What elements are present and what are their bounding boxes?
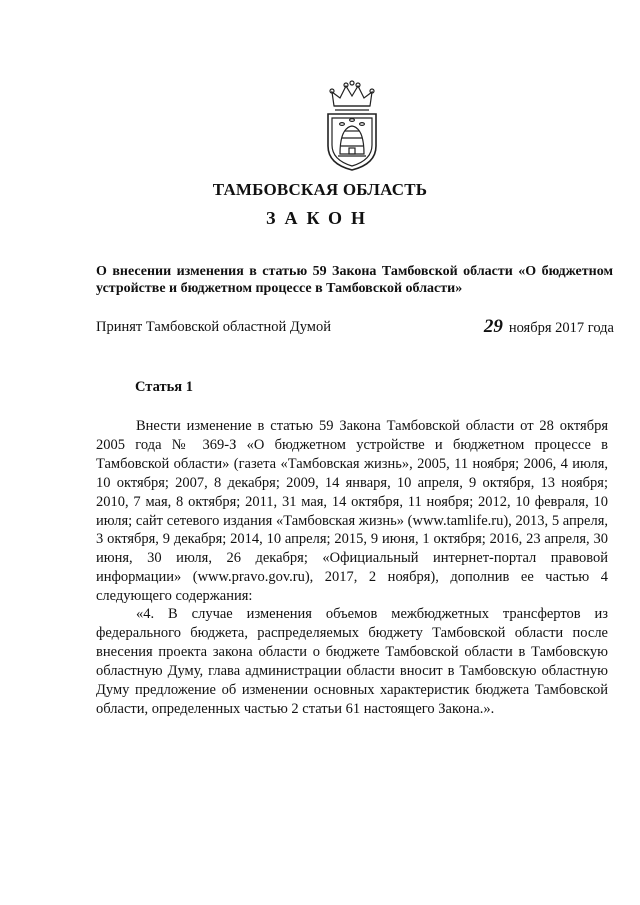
law-title: О внесении изменения в статью 59 Закона Тамбовской области «О бюджетном устройстве и бюджетном процессе в Тамбовской области» xyxy=(96,264,613,296)
coat-of-arms-emblem xyxy=(320,80,384,172)
adopted-by: Принят Тамбовской областной Думой xyxy=(96,319,331,335)
adoption-day-handwritten: 29 xyxy=(483,316,503,337)
region-heading: ТАМБОВСКАЯ ОБЛАСТЬ xyxy=(212,180,428,199)
adoption-date xyxy=(484,318,614,337)
article-heading: Статья 1 xyxy=(135,379,193,395)
article-paragraph: «4. В случае изменения объемов межбюджетных трансфертов из федерального бюджета, распределяемых бюджету Тамбовской области после внесения проекта закона области о бюджете Тамбовской области в Тамбовскую областную Думу, глава администрации области вносит в Тамбовскую областную Думу предложение об изменении основных характеристик бюджета Тамбовской области, определенных частью 2 статьи 61 настоящего Закона.». xyxy=(96,606,608,717)
article-paragraph: Внести изменение в статью 59 Закона Тамбовской области от 28 октября 2005 года № 369-З «О бюджетном устройстве и бюджетном процессе в Тамбовской области» (газета «Тамбовская жизнь», 2005, 11 ноября; 2006, 4 июля, 10 октября; 2007, 8 декабря; 2009, 14 января, 10 апреля, 9 октября, 13 ноября; 2010, 7 мая, 8 октября; 2011, 31 мая, 14 октября, 11 ноября; 2012, 10 февраля, 10 июля; сайт сетевого издания «Тамбовская жизнь» (www.tamlife.ru), 2013, 5 апреля, 3 октября, 9 декабря; 2014, 10 апреля; 2015, 9 июня, 1 октября; 2016, 23 апреля, 30 июня, 30 июля, 26 декабря; «Официальный интернет-портал правовой информации» (www.pravo.gov.ru), 2017, 2 ноября), дополнив ее частью 4 следующего содержания: xyxy=(96,418,608,605)
document-type-heading: ЗАКОН xyxy=(265,208,375,228)
adoption-month-year: ноября 2017 года xyxy=(508,320,614,336)
